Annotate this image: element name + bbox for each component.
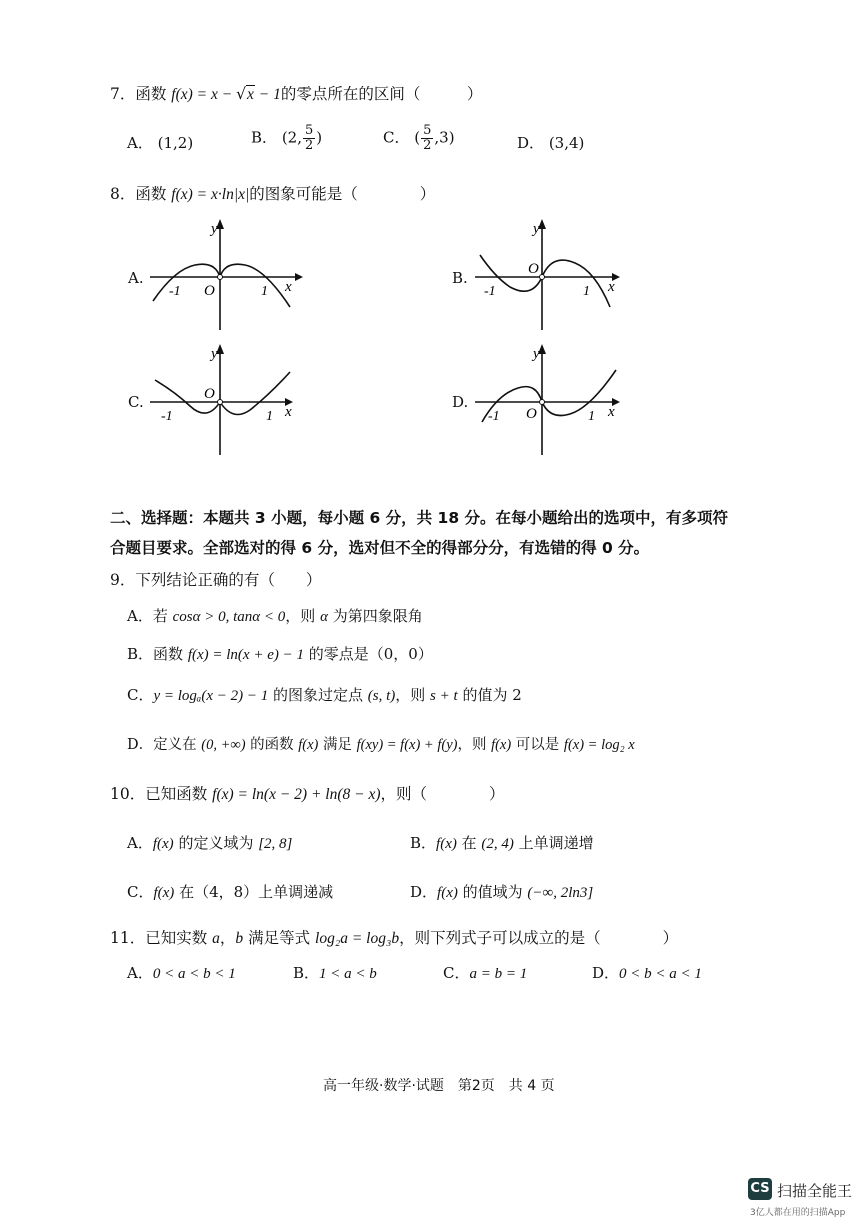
q10-option-c: C．f(x) 在（4，8）上单调递减 (127, 883, 334, 901)
q10-stem: 10．已知函数 f(x) = ln(x − 2) + ln(8 − x)，则（ ） (110, 785, 505, 803)
camscanner-logo-icon: CS (748, 1178, 772, 1200)
q10-option-a: A．f(x) 的定义域为 [2, 8] (127, 834, 293, 852)
graph-c-x-label: x (285, 404, 292, 420)
graph-a-origin-label: O (204, 283, 215, 299)
graph-d-origin-label: O (526, 406, 537, 422)
camscanner-name: 扫描全能王 (777, 1182, 853, 1200)
graph-a-x-label: x (285, 279, 292, 295)
graph-b-origin-label: O (528, 261, 539, 277)
graph-a (145, 215, 305, 335)
q11-option-a: A．0 < a < b < 1 (127, 964, 236, 982)
graph-a-y-label: y (211, 221, 218, 237)
page-footer: 高一年级·数学·试题 第2页 共 4 页 (323, 1078, 555, 1094)
graph-b-one: 1 (583, 284, 590, 299)
graph-b-y-label: y (533, 221, 540, 237)
q9-option-c: C．y = logₐ(x − 2) − 1 的图象过定点 (s, t)，则 s + t 的值为 2 (127, 686, 522, 704)
graph-c (145, 340, 305, 460)
graph-d-label: D. (452, 393, 469, 411)
graph-c-one: 1 (266, 409, 273, 424)
graph-c-label: C. (128, 393, 144, 411)
graph-a-label: A. (128, 269, 144, 287)
graph-b-origin-hole (540, 275, 545, 280)
q11-option-d: D．0 < b < a < 1 (592, 964, 702, 982)
q7-option-a: A． (1,2) (127, 134, 194, 152)
graph-d-origin-hole (540, 400, 545, 405)
graph-b-curve (480, 255, 610, 307)
q11-stem: 11．已知实数 a，b 满足等式 log₂a = log₃b，则下列式子可以成立的是（ ） (110, 929, 679, 947)
q10-option-d: D．f(x) 的值域为 (−∞, 2ln3] (410, 883, 594, 901)
q8-stem: 8．函数 f(x) = x·ln|x|的图象可能是（ ） (110, 185, 436, 203)
q7-option-d: D． (3,4) (517, 134, 585, 152)
graph-d-y-label: y (533, 346, 540, 362)
graph-d-curve (482, 370, 616, 422)
q7-stem: 7．函数 f(x) = x − √x − 1的零点所在的区间（ ） (110, 85, 483, 103)
graph-c-origin-hole (218, 400, 223, 405)
q9-stem: 9．下列结论正确的有（ ） (110, 571, 322, 589)
graph-c-y-label: y (211, 346, 218, 362)
graph-d-x-label: x (608, 404, 615, 420)
graph-d-one: 1 (588, 409, 595, 424)
graph-b (470, 215, 630, 335)
graph-a-x-arrow (295, 273, 303, 281)
graph-d (470, 340, 630, 460)
section2-line2: 合题目要求。全部选对的得 6 分，选对但不全的得部分分，有选错的得 0 分。 (110, 539, 650, 557)
q10-option-b: B．f(x) 在 (2, 4) 上单调递增 (410, 834, 594, 852)
graph-b-neg-one: -1 (484, 284, 496, 299)
graph-a-one: 1 (261, 284, 268, 299)
graph-b-x-label: x (608, 279, 615, 295)
graph-d-neg-one: -1 (488, 409, 500, 424)
q11-option-b: B．1 < a < b (293, 964, 377, 982)
graph-a-neg-one: -1 (169, 284, 181, 299)
graph-c-neg-one: -1 (161, 409, 173, 424)
graph-a-origin-hole (218, 275, 223, 280)
q9-option-a: A．若 cosα > 0, tanα < 0，则 α 为第四象限角 (127, 607, 423, 625)
graph-c-origin-label: O (204, 386, 215, 402)
q11-option-c: C．a = b = 1 (443, 964, 528, 982)
q9-option-d: D．定义在 (0, +∞) 的函数 f(x) 满足 f(xy) = f(x) + f(y)，则 f(x) 可以是 f(x) = log₂ x (127, 737, 635, 753)
q9-option-b: B．函数 f(x) = ln(x + e) − 1 的零点是（0，0） (127, 645, 433, 663)
q7-option-c: C． ( $\frac{5}{2}$ ,3) (383, 123, 455, 153)
section2-line1: 二、选择题：本题共 3 小题，每小题 6 分，共 18 分。在每小题给出的选项中，有多项符 (110, 509, 729, 527)
q7-option-b: B． (2, $\frac{5}{2}$ ) (251, 123, 323, 153)
graph-b-label: B. (452, 269, 468, 287)
camscanner-tagline: 3亿人都在用的扫描App (750, 1208, 846, 1218)
